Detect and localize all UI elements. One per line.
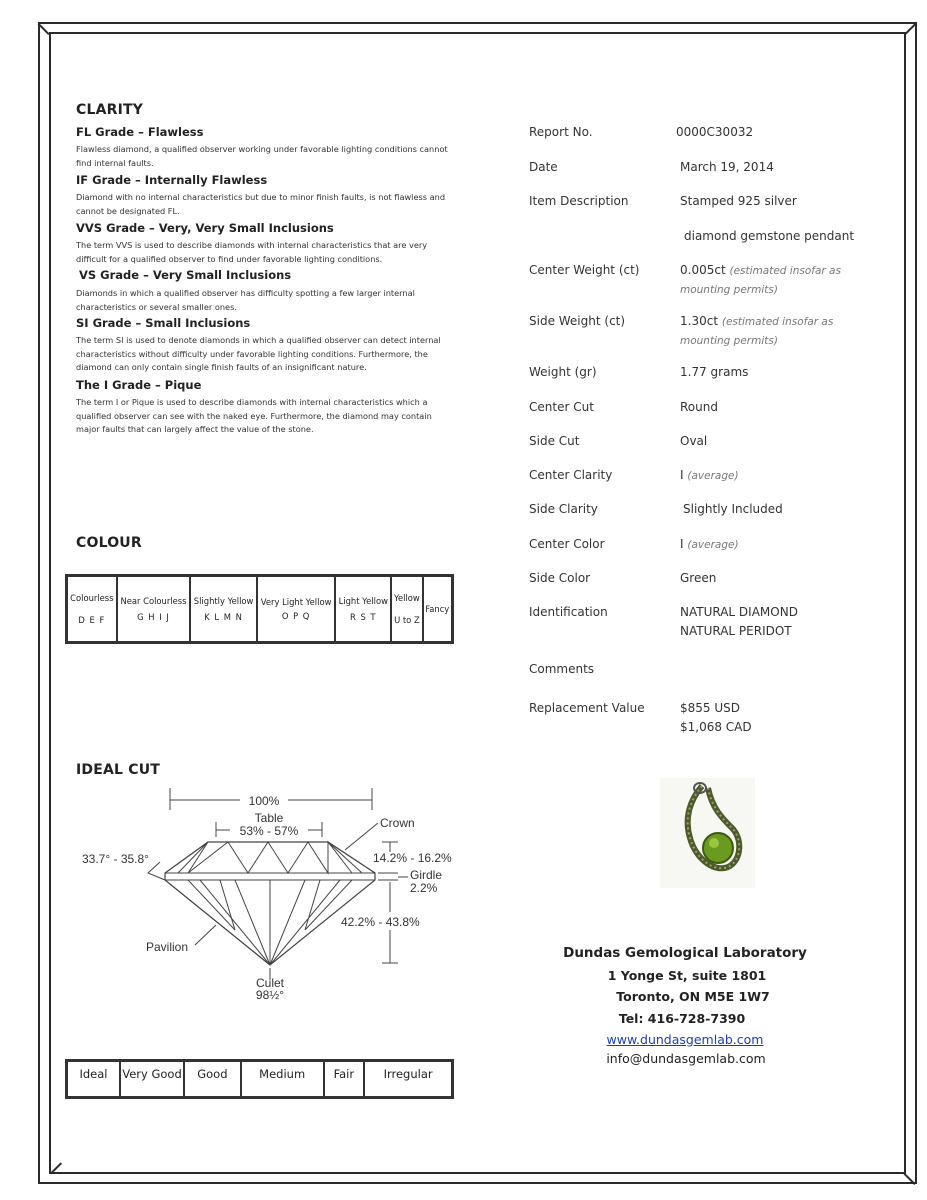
- crown-facets: [328, 842, 375, 873]
- girdle-label: Girdle: [410, 868, 443, 882]
- replacement-value-cad: $1,068 CAD: [680, 720, 752, 734]
- identification-value-2: NATURAL PERIDOT: [680, 624, 792, 638]
- grade-desc-vs: Diamonds in which a qualified observer has difficulty spotting a few larger internal characteristics or several smaller ones.: [76, 288, 415, 312]
- colour-cell: [257, 576, 335, 642]
- culet-value-label: 98½°: [255, 988, 285, 1002]
- side-color-label: Side Color: [529, 571, 591, 585]
- colour-grades: D E F: [78, 615, 106, 625]
- identification-value: NATURAL DIAMOND: [680, 605, 798, 619]
- colour-name: Fancy: [425, 604, 450, 614]
- colour-name: Near Colourless: [120, 596, 187, 606]
- center-clarity-grade: I: [680, 468, 684, 482]
- item-description-label: Item Description: [529, 194, 629, 208]
- weight-label: Weight (gr): [529, 365, 597, 379]
- crown-angle-label: 33.7° - 35.8°: [82, 852, 149, 866]
- pendant-photo: [660, 778, 755, 888]
- side-cut-value: Oval: [680, 434, 708, 448]
- lab-website-row: [560, 1029, 810, 1050]
- center-cut-label: Center Cut: [529, 400, 594, 414]
- clarity-title: CLARITY: [76, 102, 144, 118]
- colour-name: Slightly Yellow: [193, 596, 254, 606]
- grade-heading-vvs: VVS Grade – Very, Very Small Inclusions: [76, 221, 334, 235]
- grade-heading-vs: VS Grade – Very Small Inclusions: [79, 268, 292, 282]
- center-color-note: (average): [687, 539, 739, 551]
- colour-name: Very Light Yellow: [260, 597, 332, 607]
- table-label: Table: [254, 811, 284, 825]
- cut-grade-cell: Good: [184, 1061, 241, 1097]
- side-weight-number: 1.30ct: [680, 314, 719, 328]
- grade-heading-if: IF Grade – Internally Flawless: [76, 173, 268, 187]
- cut-grade-cell: Medium: [241, 1061, 324, 1097]
- center-color-grade: I: [680, 537, 684, 551]
- colour-grades: O P Q: [281, 611, 311, 621]
- report-no-label: Report No.: [529, 125, 593, 139]
- center-color-value: [680, 535, 739, 554]
- pavilion-label: Pavilion: [146, 940, 189, 954]
- item-description-value: Stamped 925 silver: [680, 194, 797, 208]
- culet-label: Culet: [255, 976, 285, 990]
- item-description-value-2: diamond gemstone pendant: [684, 229, 855, 243]
- side-clarity-label: Side Clarity: [529, 502, 598, 516]
- colour-name: Colourless: [70, 593, 114, 603]
- crown-facets: [165, 842, 208, 873]
- lab-address-1: 1 Yonge St, suite 1801: [607, 968, 767, 983]
- cut-grade-cell: Irregular: [364, 1061, 452, 1097]
- center-clarity-label: Center Clarity: [529, 468, 613, 482]
- center-cut-value: Round: [680, 400, 718, 414]
- date-value: March 19, 2014: [680, 160, 774, 174]
- colour-grades: U to Z: [394, 615, 420, 625]
- center-weight-value: [680, 261, 850, 299]
- cut-grade-cell: Very Good: [120, 1061, 184, 1097]
- replacement-value-label: Replacement Value: [529, 701, 645, 715]
- center-weight-note: (estimated insofar as mounting permits): [680, 265, 841, 296]
- weight-value: 1.77 grams: [680, 365, 749, 379]
- lab-address-2: Toronto, ON M5E 1W7: [616, 989, 770, 1004]
- table-range-label: 53% - 57%: [239, 824, 299, 838]
- comments-label: Comments: [529, 662, 595, 676]
- lab-name: Dundas Gemological Laboratory: [563, 945, 807, 961]
- peridot-center-stone: [703, 833, 733, 863]
- colour-cell: [391, 576, 422, 642]
- pavilion-depth-label: 42.2% - 43.8%: [341, 915, 420, 929]
- colour-grades: R S T: [349, 612, 377, 622]
- colour-cell: [335, 576, 391, 642]
- center-clarity-note: (average): [687, 470, 739, 482]
- side-color-value: Green: [680, 571, 717, 585]
- colour-name: Yellow: [393, 593, 420, 603]
- colour-name: Light Yellow: [338, 596, 388, 606]
- grade-desc-if: Diamond with no internal characteristics but due to minor finish faults, is not flawless and cannot be designated FL.: [76, 192, 446, 216]
- report-no-value: 0000C30032: [676, 125, 754, 139]
- colour-grades: K L M N: [204, 612, 243, 622]
- lab-telephone: Tel: 416-728-7390: [618, 1011, 746, 1026]
- center-weight-label: Center Weight (ct): [529, 263, 640, 277]
- identification-label: Identification: [529, 605, 608, 619]
- side-weight-note: (estimated insofar as mounting permits): [680, 316, 834, 347]
- grade-heading-i: The I Grade – Pique: [76, 378, 202, 392]
- date-label: Date: [529, 160, 558, 174]
- crown-height-label: 14.2% - 16.2%: [373, 851, 452, 865]
- angle-mark: [148, 862, 165, 880]
- colour-scale-table: [65, 574, 454, 644]
- cut-grade-table: [65, 1059, 454, 1099]
- center-color-label: Center Color: [529, 537, 605, 551]
- colour-cell: [190, 576, 257, 642]
- lab-email: info@dundasgemlab.com: [606, 1051, 766, 1066]
- replacement-value-usd: $855 USD: [680, 701, 740, 715]
- girdle-value-label: 2.2%: [410, 881, 438, 895]
- pavilion-facets: [165, 880, 340, 965]
- grade-desc-si: The term SI is used to denote diamonds in which a qualified observer can detect internal characteristics without difficulty under favorable lighting conditions. Furthermore, the diamond can only contain single finish faults of an insignificant nature.: [76, 335, 441, 372]
- grade-desc-fl: Flawless diamond, a qualified observer working under favorable lighting conditions cannot find internal faults.: [76, 144, 448, 168]
- side-cut-label: Side Cut: [529, 434, 580, 448]
- leader-line: [195, 925, 216, 945]
- colour-grades: G H I J: [137, 612, 170, 622]
- center-weight-number: 0.005ct: [680, 263, 726, 277]
- colour-cell: [423, 576, 452, 642]
- side-weight-label: Side Weight (ct): [529, 314, 626, 328]
- lab-website-link[interactable]: www.dundasgemlab.com: [606, 1032, 764, 1047]
- colour-title: COLOUR: [76, 535, 142, 551]
- grade-desc-i: The term I or Pique is used to describe diamonds with internal characteristics which a qualified observer can see with the naked eye. Furthermore, the diamond may contain major faults that can largely affect the value of the stone.: [76, 397, 432, 434]
- grade-desc-vvs: The term VVS is used to describe diamonds with internal characteristics that are very difficult for a qualified observer to find under favorable lighting conditions.: [76, 240, 428, 264]
- colour-cell: [117, 576, 191, 642]
- side-clarity-value: Slightly Included: [683, 502, 783, 516]
- center-clarity-value: [680, 466, 739, 485]
- crown-label: Crown: [380, 816, 415, 830]
- grade-heading-si: SI Grade – Small Inclusions: [76, 316, 251, 330]
- colour-cell: [67, 576, 117, 642]
- diamond-cut-diagram: [60, 780, 460, 1005]
- leader-line: [345, 823, 378, 850]
- crown-facets: [188, 842, 352, 873]
- width-percent-label: 100%: [248, 794, 280, 808]
- grade-heading-fl: FL Grade – Flawless: [76, 125, 204, 139]
- side-weight-value: [680, 312, 850, 350]
- cut-grade-cell: Fair: [324, 1061, 365, 1097]
- cut-grade-cell: Ideal: [67, 1061, 120, 1097]
- stone-highlight: [709, 838, 719, 848]
- ideal-cut-title: IDEAL CUT: [76, 762, 161, 778]
